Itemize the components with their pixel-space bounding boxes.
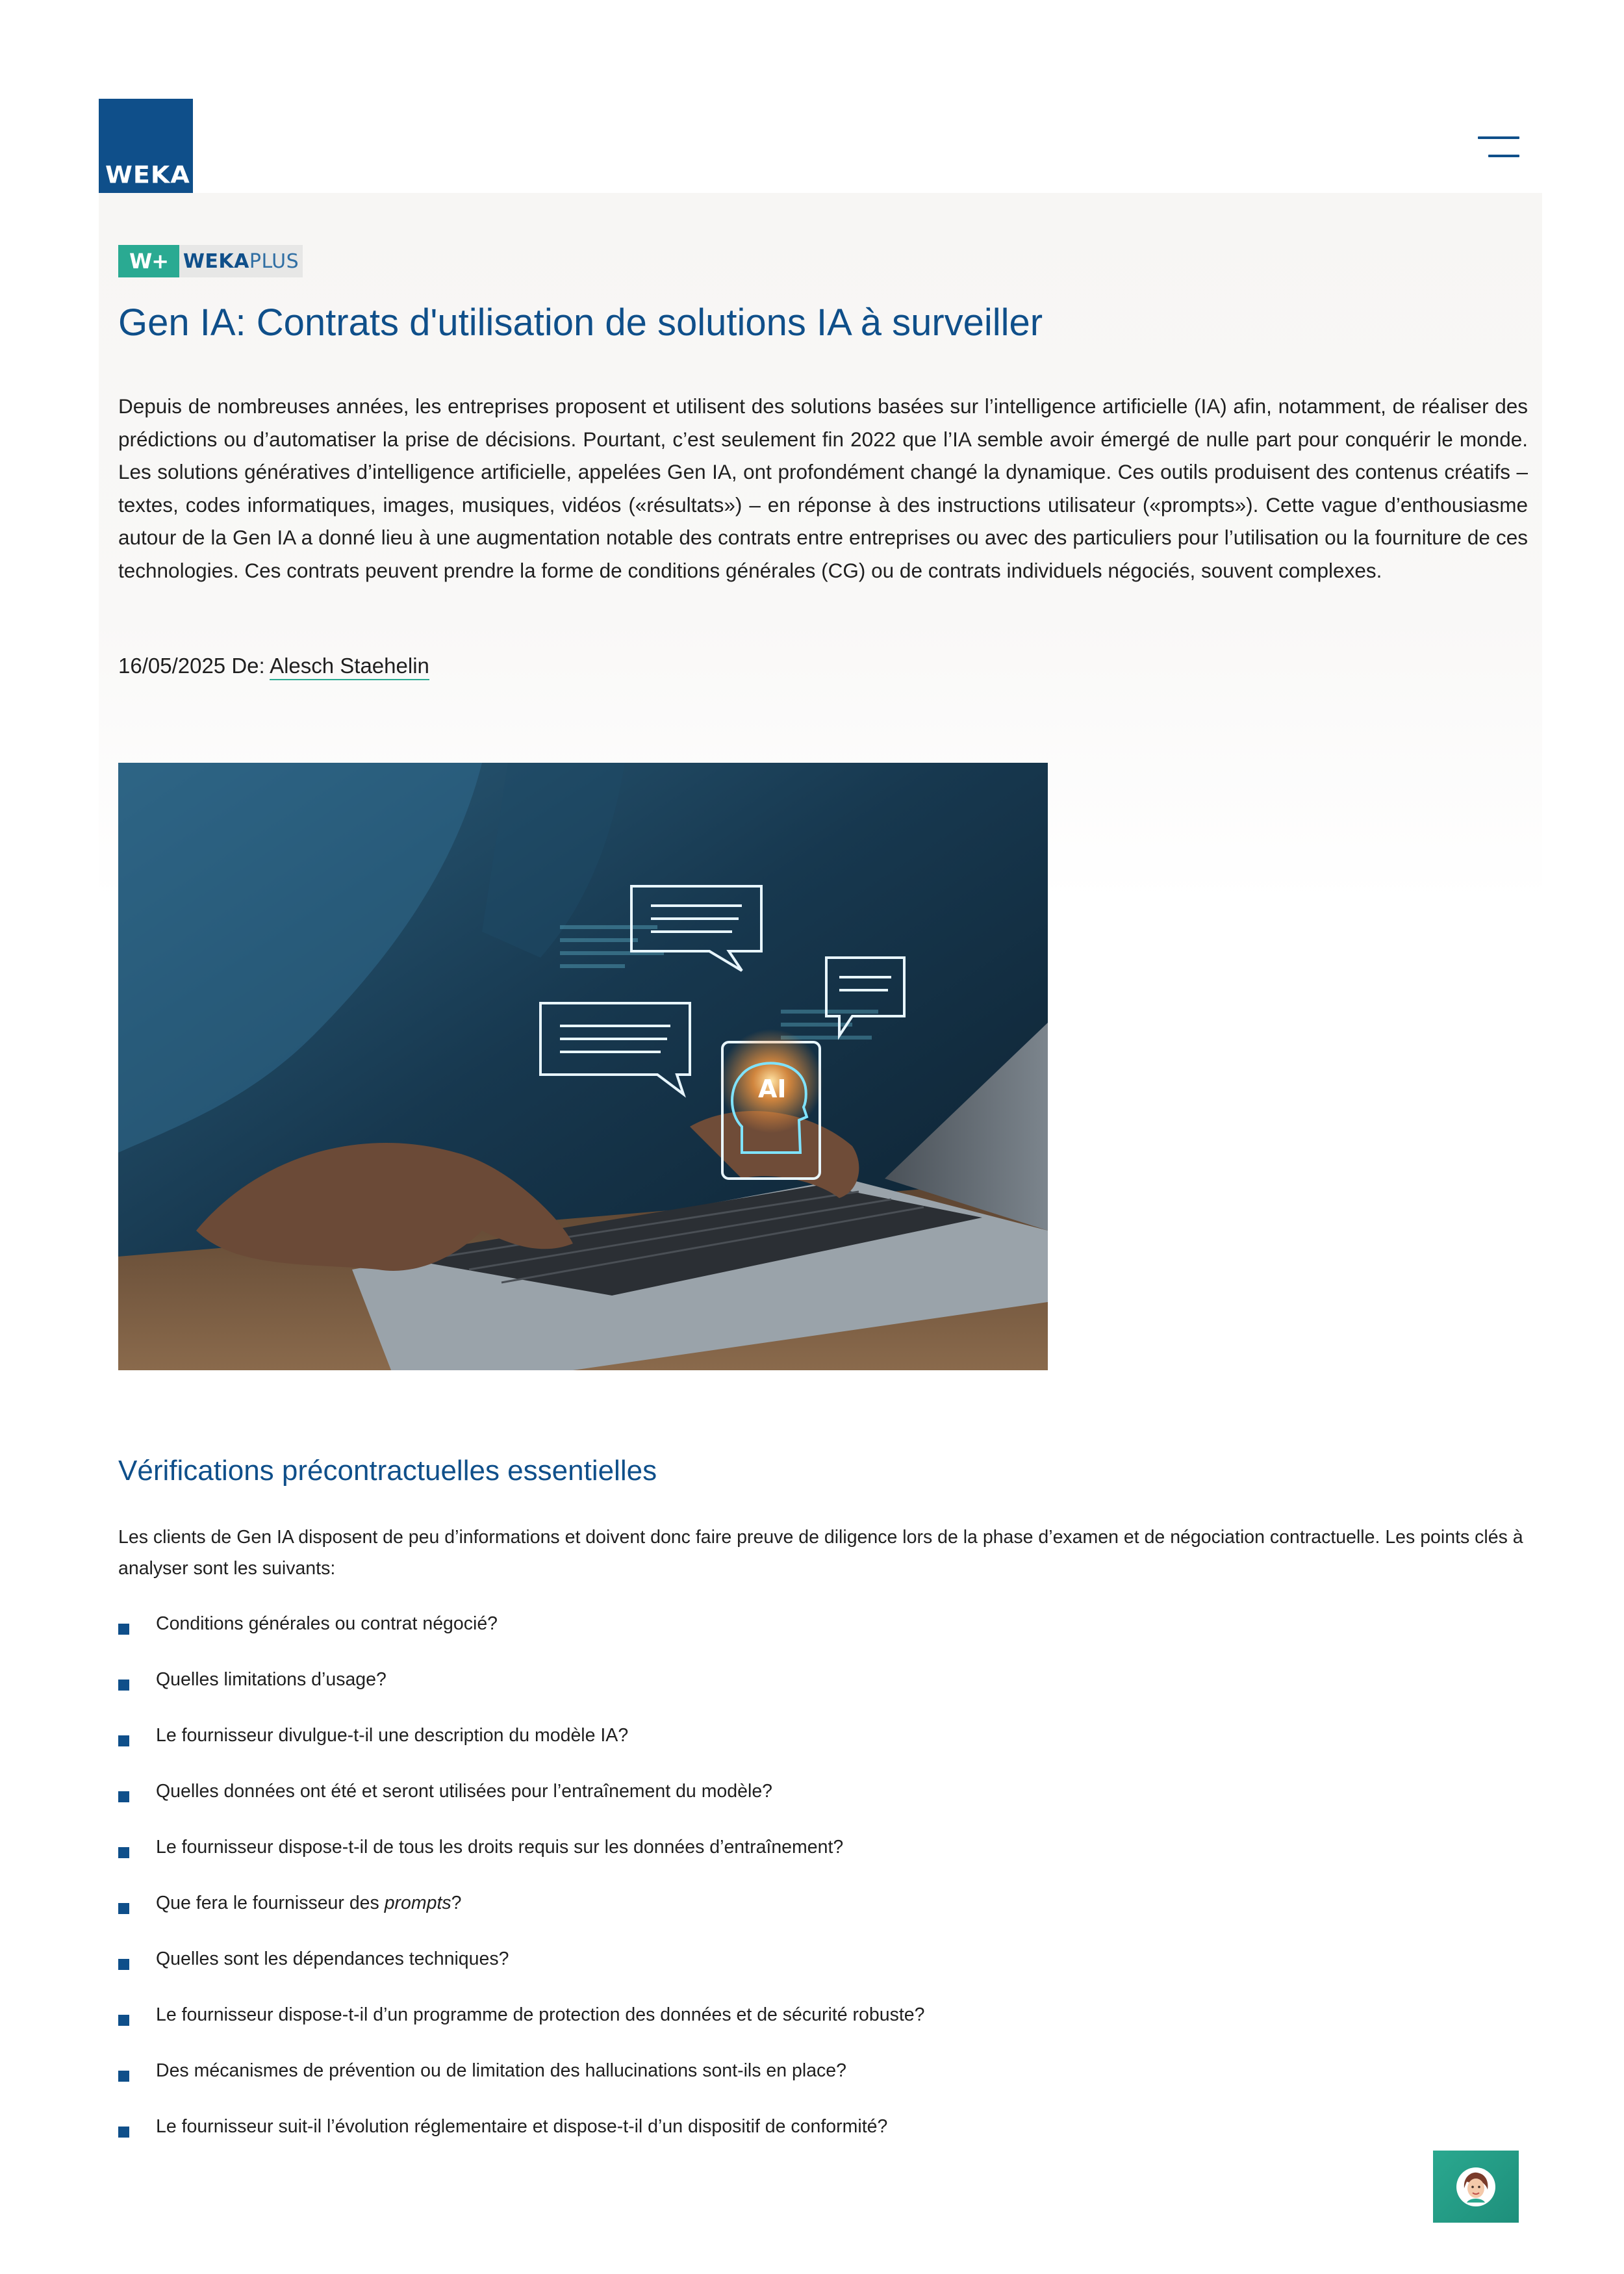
wekaplus-label-bold: WEKA	[183, 249, 249, 273]
list-item	[118, 1999, 1482, 2055]
ai-chip-label: AI	[758, 1075, 787, 1103]
list-item-text-after: ?	[451, 1893, 462, 1913]
list-item	[118, 1943, 1482, 1999]
logo-text: WEKA	[105, 161, 190, 188]
list-item-text-before: Que fera le fournisseur des	[156, 1893, 385, 1913]
article-illustration	[118, 763, 1048, 1370]
square-bullet-icon	[118, 1735, 129, 1746]
square-bullet-icon	[118, 1903, 129, 1914]
article-lead: Depuis de nombreuses années, les entreprises proposent et utilisent des solutions basées sur l’intelligence artificielle (IA) afin, notamment, de réaliser des prédictions ou d’automatiser la prise de décisions. Pourtant, c’est seulement fin 2022 que l’IA semble avoir émergé de nulle part pour conquérir le monde. Les solutions génératives d’intelligence artificielle, appelées Gen IA, ont profondément changé la dynamique. Ces outils produisent des contenus créatifs – textes, codes informatiques, images, musiques, vidéos («résultats») – en réponse à des instructions utilisateur («prompts»). Cette vague d’enthousiasme autour de la Gen IA a donné lieu à une augmentation notable des contrats entre entreprises ou avec des particuliers pour l’utilisation ou la fourniture de ces technologies. Ces contrats peuvent prendre la forme de conditions générales (CG) ou de contrats individuels négociés, souvent complexes.	[118, 394, 1528, 582]
list-item	[118, 1720, 1482, 1776]
section-heading: Vérifications précontractuelles essentielles	[118, 1455, 657, 1487]
wekaplus-mark: W+	[118, 245, 179, 277]
list-item	[118, 1608, 1482, 1664]
menu-line-top	[1478, 136, 1519, 139]
list-item	[118, 1887, 1482, 1943]
chat-assistant-button[interactable]	[1433, 2151, 1519, 2223]
list-item	[118, 2055, 1482, 2111]
assistant-avatar-icon	[1455, 2166, 1497, 2208]
list-item-text: Des mécanismes de prévention ou de limitation des hallucinations sont-ils en place?	[156, 2060, 847, 2081]
hamburger-menu-icon[interactable]	[1478, 135, 1519, 161]
list-item	[118, 1776, 1482, 1832]
checklist	[118, 1608, 1482, 2167]
weka-logo[interactable]	[99, 99, 193, 193]
square-bullet-icon	[118, 1624, 129, 1635]
list-item	[118, 2111, 1482, 2167]
list-item-text: Quelles sont les dépendances techniques?	[156, 1948, 509, 1969]
article-date: 16/05/2025	[118, 654, 226, 678]
square-bullet-icon	[118, 1680, 129, 1691]
list-item-text: Le fournisseur dispose-t-il d’un programme de protection des données et de sécurité robuste?	[156, 2004, 925, 2025]
wekaplus-label	[179, 245, 303, 277]
ai-laptop-illustration	[118, 763, 1048, 1370]
list-item-text: Le fournisseur divulgue-t-il une description du modèle IA?	[156, 1725, 629, 1746]
square-bullet-icon	[118, 2071, 129, 2082]
page-title: Gen IA: Contrats d'utilisation de solutions IA à surveiller	[118, 301, 1043, 344]
list-item-text: Quelles données ont été et seront utilisées pour l’entraînement du modèle?	[156, 1781, 773, 1802]
list-item-text: Conditions générales ou contrat négocié?	[156, 1613, 498, 1634]
list-item	[118, 1832, 1482, 1887]
section-intro: Les clients de Gen IA disposent de peu d’informations et doivent donc faire preuve de diligence lors de la phase d’examen et de négociation contractuelle. Les points clés à analyser sont les suivants:	[118, 1527, 1523, 1579]
square-bullet-icon	[118, 1847, 129, 1858]
wekaplus-label-light: PLUS	[249, 249, 299, 273]
list-item-text: Quelles limitations d’usage?	[156, 1669, 387, 1690]
article-meta	[118, 650, 429, 682]
menu-line-bottom	[1488, 155, 1519, 157]
list-item-text: Le fournisseur suit-il l’évolution réglementaire et dispose-t-il d’un dispositif de conformité?	[156, 2116, 888, 2137]
square-bullet-icon	[118, 1791, 129, 1802]
list-item-text-emphasis: prompts	[384, 1893, 451, 1913]
square-bullet-icon	[118, 1959, 129, 1970]
list-item	[118, 1664, 1482, 1720]
author-prefix: De:	[231, 654, 265, 678]
square-bullet-icon	[118, 2015, 129, 2026]
wekaplus-badge	[118, 245, 303, 277]
square-bullet-icon	[118, 2127, 129, 2138]
list-item-text: Le fournisseur dispose-t-il de tous les droits requis sur les données d’entraînement?	[156, 1837, 844, 1858]
author-link[interactable]: Alesch Staehelin	[270, 654, 429, 680]
